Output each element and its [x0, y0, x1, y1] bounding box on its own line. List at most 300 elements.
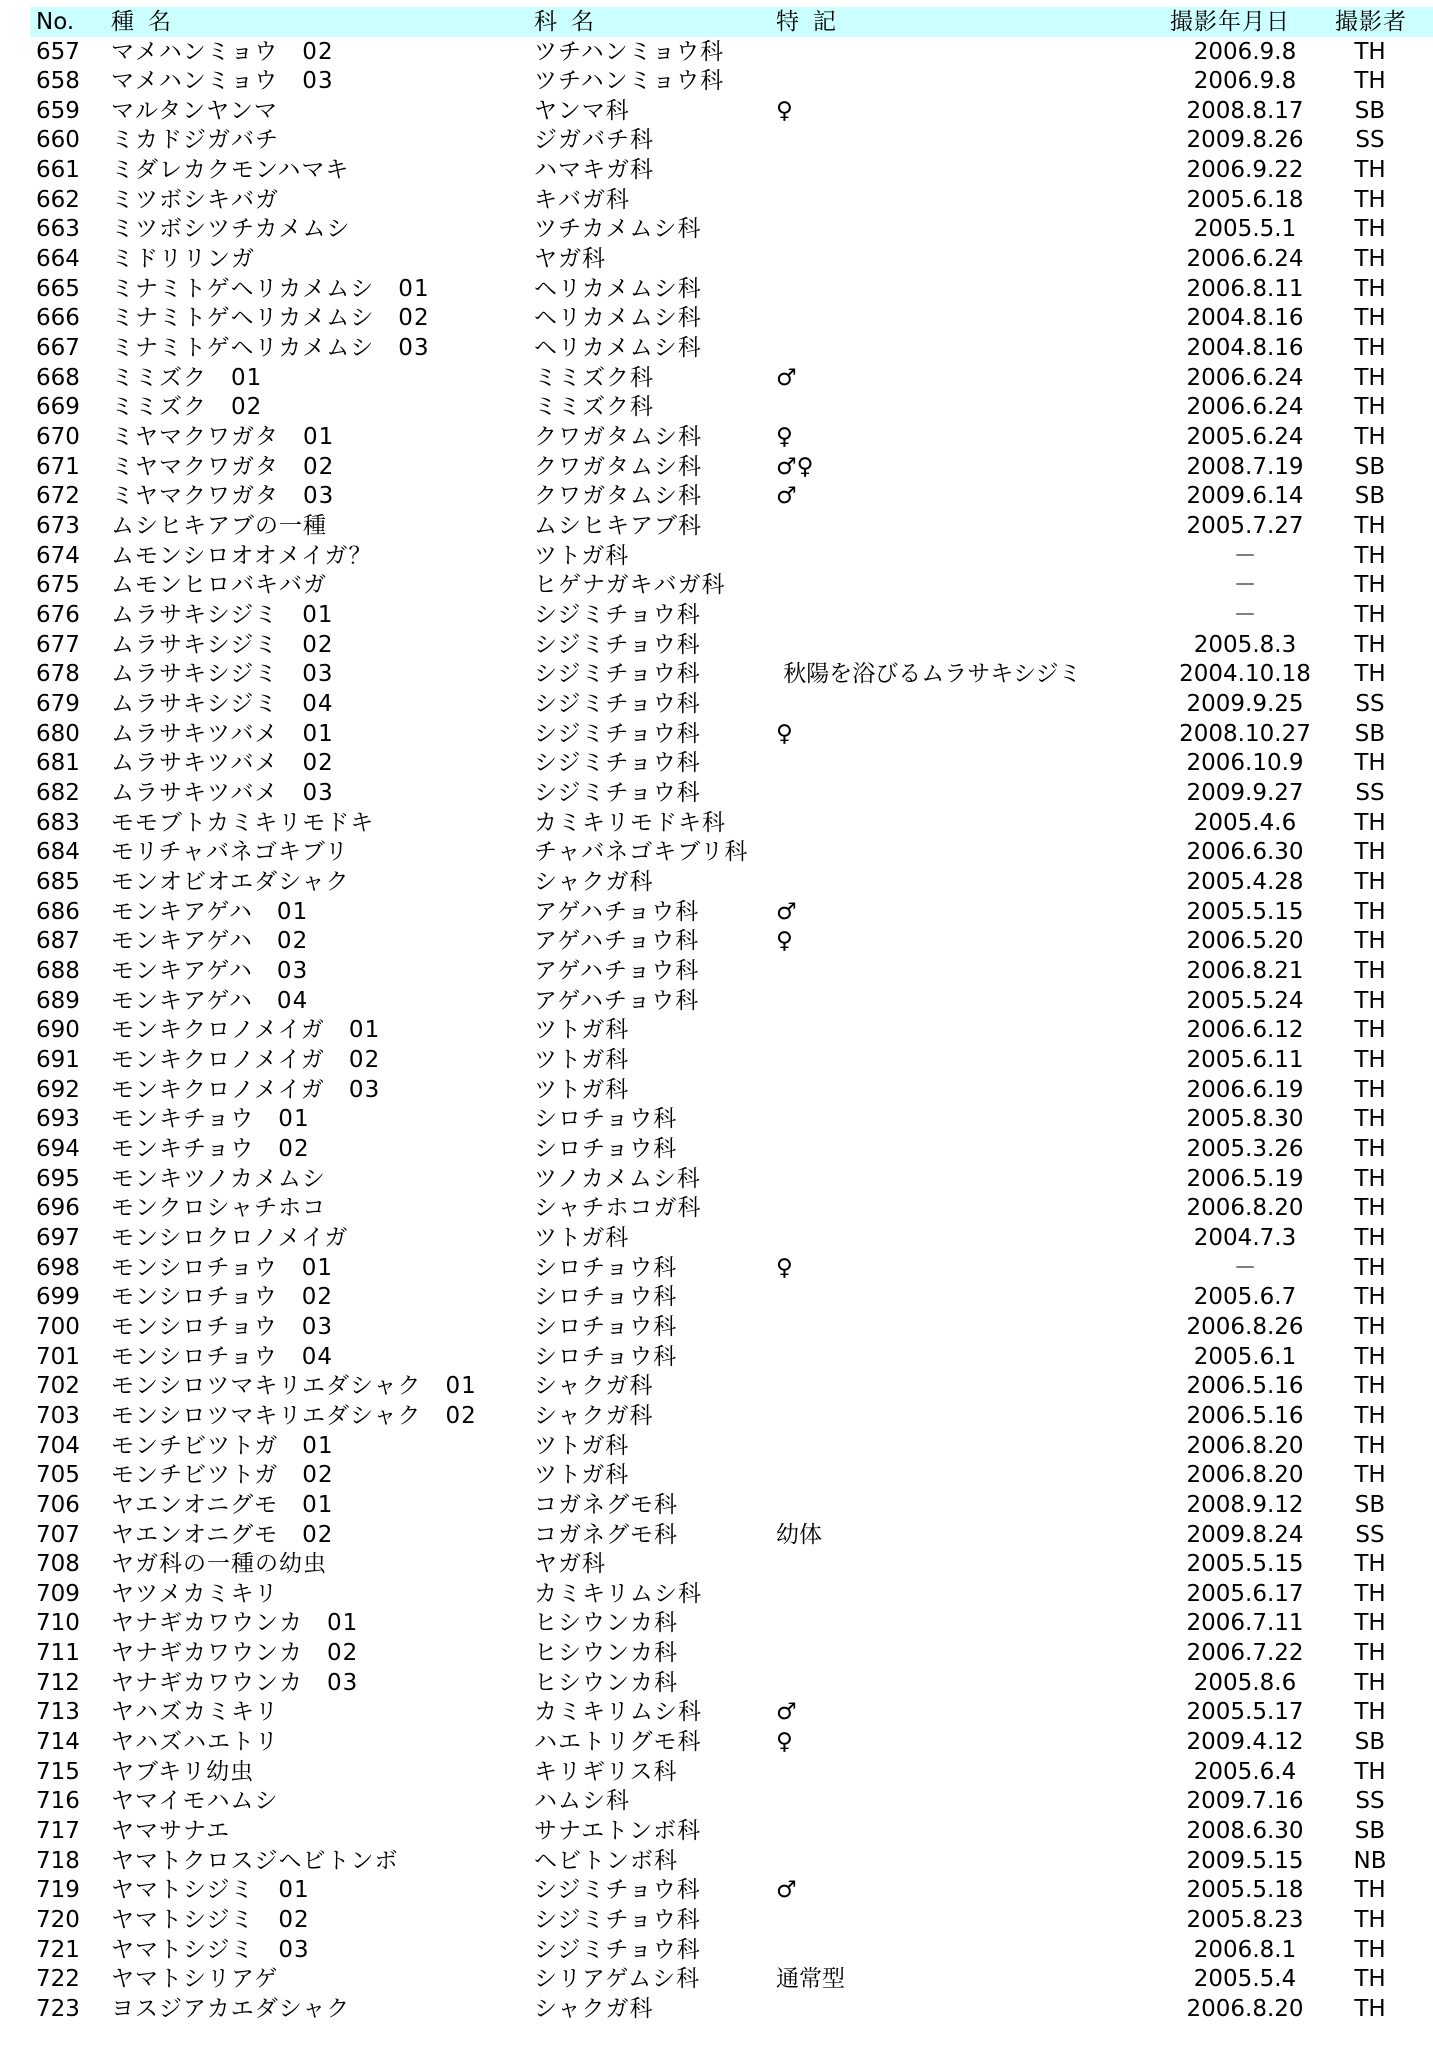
- photo-date: 2009.5.15: [1186, 1847, 1304, 1874]
- row-no: 675: [36, 572, 80, 599]
- table-row: [30, 601, 1433, 631]
- family-name: クワガタムシ科: [534, 424, 702, 451]
- table-row: [30, 542, 1433, 572]
- row-no: 717: [36, 1818, 80, 1845]
- note: ♂: [776, 483, 797, 510]
- species-name: ミヤマクワガタ 01: [111, 424, 335, 451]
- family-name: シジミチョウ科: [534, 691, 701, 718]
- family-name: ハムシ科: [534, 1788, 630, 1815]
- row-no: 698: [36, 1254, 80, 1281]
- row-no: 722: [36, 1966, 80, 1993]
- photo-date: 2005.5.17: [1186, 1699, 1304, 1726]
- row-no: 674: [36, 542, 80, 569]
- species-name: モンシロチョウ 04: [111, 1343, 334, 1370]
- photographer: TH: [1354, 275, 1386, 302]
- row-no: 669: [36, 394, 80, 421]
- photo-date: 2009.8.24: [1186, 1521, 1304, 1548]
- photo-date: －: [1233, 602, 1257, 629]
- row-no: 712: [36, 1669, 80, 1696]
- species-name: ミナミトゲヘリカメムシ 02: [111, 305, 430, 332]
- species-name: ムラサキツバメ 01: [111, 720, 334, 747]
- note: [776, 1491, 1176, 1521]
- species-name: ヤツメカミキリ: [111, 1580, 279, 1607]
- species-name: マメハンミョウ 03: [111, 68, 334, 95]
- table-row: [30, 126, 1433, 156]
- note: [776, 809, 1176, 839]
- photo-date: 2006.6.30: [1186, 839, 1304, 866]
- family-name: ヒゲナガキバガ科: [534, 572, 726, 599]
- note: [776, 1224, 1176, 1254]
- family-name: ヘリカメムシ科: [534, 335, 702, 362]
- photo-date: 2008.6.30: [1186, 1818, 1304, 1845]
- row-no: 686: [36, 898, 80, 925]
- family-name: シャクガ科: [534, 868, 654, 895]
- family-name: アゲハチョウ科: [534, 898, 700, 925]
- photo-date: －: [1233, 572, 1257, 599]
- photo-date: 2009.9.27: [1186, 780, 1304, 806]
- note: [776, 1046, 1176, 1076]
- species-name: ミツボシツチカメムシ: [111, 216, 351, 243]
- species-name: ミヤマクワガタ 03: [111, 483, 335, 510]
- photo-date: 2006.6.24: [1186, 394, 1304, 421]
- photographer: TH: [1354, 1254, 1386, 1281]
- photographer: TH: [1354, 1313, 1386, 1340]
- photographer: SB: [1354, 97, 1386, 124]
- note: [776, 1461, 1176, 1491]
- note: [776, 245, 1176, 275]
- note: [776, 542, 1176, 572]
- note: [776, 838, 1176, 868]
- species-name: ヤマトシジミ 03: [111, 1936, 310, 1963]
- note: ♂: [776, 898, 797, 925]
- table-row: [30, 1313, 1433, 1343]
- family-name: カミキリムシ科: [534, 1699, 702, 1726]
- family-name: シロチョウ科: [534, 1313, 678, 1340]
- photo-date: 2006.8.20: [1186, 1432, 1304, 1459]
- row-no: 705: [36, 1462, 80, 1489]
- row-no: 676: [36, 602, 80, 629]
- note: [776, 1550, 1176, 1580]
- table-row: [30, 720, 1433, 750]
- family-name: ヒシウンカ科: [534, 1669, 678, 1696]
- table-row: [30, 838, 1433, 868]
- family-name: シロチョウ科: [534, 1254, 678, 1281]
- species-name: モモブトカミキリモドキ: [111, 809, 375, 836]
- photographer: TH: [1354, 335, 1386, 362]
- family-name: シロチョウ科: [534, 1135, 678, 1162]
- table-row: [30, 571, 1433, 601]
- header-family-name: 科名: [534, 9, 608, 35]
- note: [776, 749, 1176, 779]
- note: [776, 1165, 1176, 1195]
- photo-date: 2006.8.20: [1186, 1195, 1304, 1222]
- table-row: [30, 1876, 1433, 1906]
- photographer: TH: [1354, 157, 1386, 184]
- header-no: No.: [36, 9, 75, 35]
- species-name: ヤナギカワウンカ 01: [111, 1610, 359, 1637]
- family-name: シャクガ科: [534, 1996, 654, 2023]
- photo-date: 2006.7.11: [1186, 1610, 1304, 1637]
- row-no: 659: [36, 97, 80, 124]
- species-name: モンキツノカメムシ: [111, 1165, 326, 1192]
- family-name: ツトガ科: [534, 1432, 630, 1459]
- row-no: 672: [36, 483, 80, 510]
- photographer: TH: [1354, 38, 1386, 65]
- photographer: TH: [1354, 1135, 1386, 1162]
- row-no: 694: [36, 1135, 80, 1162]
- species-name: モンシロチョウ 03: [111, 1313, 334, 1340]
- photo-date: 2006.5.16: [1186, 1373, 1304, 1400]
- row-no: 699: [36, 1284, 80, 1311]
- photographer: TH: [1354, 1580, 1386, 1607]
- row-no: 657: [36, 38, 80, 65]
- species-name: モンキクロノメイガ 03: [111, 1076, 381, 1103]
- photographer: TH: [1354, 216, 1386, 243]
- photo-date: 2005.6.4: [1193, 1758, 1297, 1785]
- family-name: ツトガ科: [534, 1046, 630, 1073]
- photo-date: 2006.8.26: [1186, 1313, 1304, 1340]
- note: [776, 1194, 1176, 1224]
- species-name: ムモンシロオオメイガ？: [111, 542, 373, 569]
- table-row: [30, 690, 1433, 720]
- family-name: ツトガ科: [534, 1462, 630, 1489]
- table-row: [30, 1432, 1433, 1462]
- photo-date: 2006.8.11: [1186, 275, 1304, 302]
- species-name: モンキアゲハ 04: [111, 987, 309, 1014]
- row-no: 689: [36, 987, 80, 1014]
- row-no: 685: [36, 868, 80, 895]
- note: [776, 186, 1176, 216]
- photo-date: 2006.6.12: [1186, 1017, 1304, 1044]
- table-row: [30, 512, 1433, 542]
- row-no: 711: [36, 1640, 80, 1667]
- family-name: シジミチョウ科: [534, 661, 701, 688]
- family-name: シジミチョウ科: [534, 602, 701, 629]
- species-name: ムラサキシジミ 01: [111, 602, 334, 629]
- table-row: [30, 1728, 1433, 1758]
- table-row: [30, 156, 1433, 186]
- row-no: 704: [36, 1432, 80, 1459]
- photo-date: 2005.5.15: [1186, 1551, 1304, 1578]
- photo-date: 2005.5.4: [1193, 1966, 1297, 1993]
- row-no: 688: [36, 957, 80, 984]
- family-name: サナエトンボ科: [534, 1818, 702, 1845]
- photographer: TH: [1354, 1610, 1386, 1637]
- species-name: ヤエンオニグモ 01: [111, 1491, 334, 1518]
- family-name: ムシヒキアブ科: [534, 513, 702, 540]
- photographer: TH: [1354, 1640, 1386, 1667]
- photo-date: 2009.8.26: [1186, 127, 1304, 154]
- photo-date: 2005.5.24: [1186, 987, 1304, 1014]
- photo-date: 2005.7.27: [1186, 513, 1304, 540]
- note: [776, 1580, 1176, 1610]
- note: [776, 1639, 1176, 1669]
- photographer: SB: [1354, 453, 1386, 480]
- note: [776, 1076, 1176, 1106]
- photographer: SB: [1354, 1818, 1386, 1845]
- note: [776, 38, 1176, 68]
- species-name: モンチビツトガ 01: [111, 1432, 334, 1459]
- note: [776, 1402, 1176, 1432]
- note: 通常型: [776, 1966, 845, 1993]
- note: [776, 304, 1176, 334]
- table-row: [30, 927, 1433, 957]
- table-row: [30, 631, 1433, 661]
- note: [776, 126, 1176, 156]
- photographer: SB: [1354, 1491, 1386, 1518]
- table-row: [30, 38, 1433, 68]
- table-row: [30, 1461, 1433, 1491]
- note: ♀: [776, 1254, 793, 1281]
- photo-date: 2006.6.19: [1186, 1076, 1304, 1103]
- photo-date: 2005.4.28: [1186, 868, 1304, 895]
- photo-date: 2006.8.1: [1193, 1936, 1297, 1963]
- row-no: 677: [36, 631, 80, 658]
- table-row: [30, 1965, 1433, 1995]
- species-name: ヤナギカワウンカ 02: [111, 1640, 359, 1667]
- note: [776, 1847, 1176, 1877]
- photo-date: 2005.8.6: [1193, 1669, 1297, 1696]
- table-row: [30, 304, 1433, 334]
- species-name: モンシロチョウ 02: [111, 1284, 334, 1311]
- photo-date: 2008.8.17: [1186, 97, 1304, 124]
- species-name: ヤブキリ幼虫: [111, 1758, 255, 1785]
- family-name: シジミチョウ科: [534, 631, 701, 658]
- family-name: シジミチョウ科: [534, 1877, 701, 1904]
- species-name: ミツボシキバガ: [111, 186, 279, 213]
- photo-date: 2005.6.18: [1186, 186, 1304, 213]
- table-row: [30, 1046, 1433, 1076]
- table-row: [30, 364, 1433, 394]
- photographer: SB: [1354, 720, 1386, 747]
- species-name: ヤマトシジミ 02: [111, 1907, 310, 1934]
- note: ♂: [776, 364, 797, 391]
- species-name: ヤハズハエトリ: [111, 1729, 279, 1756]
- species-name: ヤナギカワウンカ 03: [111, 1669, 359, 1696]
- photo-date: 2006.10.9: [1186, 750, 1304, 777]
- photographer: SS: [1355, 127, 1385, 154]
- row-no: 679: [36, 691, 80, 718]
- row-no: 690: [36, 1017, 80, 1044]
- note: [776, 67, 1176, 97]
- table-row: [30, 1639, 1433, 1669]
- family-name: ツトガ科: [534, 1017, 630, 1044]
- family-name: シリアゲムシ科: [534, 1966, 701, 1993]
- photographer: TH: [1354, 1373, 1386, 1400]
- photo-date: 2006.6.24: [1186, 246, 1304, 273]
- species-name: ヨスジアカエダシャク: [111, 1996, 351, 2023]
- species-name: マメハンミョウ 02: [111, 38, 334, 65]
- photographer: TH: [1354, 1046, 1386, 1073]
- note: [776, 1936, 1176, 1966]
- photographer: TH: [1354, 631, 1386, 658]
- species-name: ムラサキツバメ 03: [111, 780, 334, 806]
- table-row: [30, 779, 1433, 809]
- table-row: [30, 1194, 1433, 1224]
- species-name: モンキチョウ 01: [111, 1106, 310, 1133]
- family-name: ハマキガ科: [534, 157, 654, 184]
- species-name: ムラサキシジミ 03: [111, 661, 334, 688]
- photographer: TH: [1354, 809, 1386, 836]
- family-name: コガネグモ科: [534, 1491, 678, 1518]
- family-name: チャバネゴキブリ科: [534, 839, 749, 866]
- photographer: TH: [1354, 898, 1386, 925]
- table-row: [30, 1521, 1433, 1551]
- photographer: TH: [1354, 1017, 1386, 1044]
- table-row: [30, 393, 1433, 423]
- photo-date: 2005.5.18: [1186, 1877, 1304, 1904]
- family-name: ハエトリグモ科: [534, 1729, 702, 1756]
- row-no: 715: [36, 1758, 80, 1785]
- note: [776, 1343, 1176, 1373]
- table-row: [30, 660, 1433, 690]
- row-no: 701: [36, 1343, 80, 1370]
- photo-date: 2004.8.16: [1186, 305, 1304, 332]
- row-no: 723: [36, 1996, 80, 2023]
- family-name: ツトガ科: [534, 1076, 630, 1103]
- photo-date: 2008.10.27: [1179, 720, 1311, 747]
- row-no: 681: [36, 750, 80, 777]
- photo-date: 2006.5.16: [1186, 1402, 1304, 1429]
- family-name: ツトガ科: [534, 1224, 630, 1251]
- note: [776, 601, 1176, 631]
- row-no: 706: [36, 1491, 80, 1518]
- photographer: TH: [1354, 987, 1386, 1014]
- row-no: 719: [36, 1877, 80, 1904]
- note: [776, 215, 1176, 245]
- family-name: アゲハチョウ科: [534, 987, 700, 1014]
- table-row: [30, 809, 1433, 839]
- note: ♀: [776, 720, 793, 747]
- row-no: 661: [36, 157, 80, 184]
- family-name: ツノカメムシ科: [534, 1165, 701, 1192]
- table-row: [30, 1906, 1433, 1936]
- row-no: 691: [36, 1046, 80, 1073]
- photo-date: 2005.6.11: [1186, 1046, 1304, 1073]
- family-name: シャクガ科: [534, 1373, 654, 1400]
- note: [776, 1135, 1176, 1165]
- family-name: シジミチョウ科: [534, 750, 701, 777]
- species-name: モンクロシャチホコ: [111, 1195, 327, 1222]
- note: [776, 957, 1176, 987]
- photographer: SS: [1355, 1521, 1385, 1548]
- row-no: 693: [36, 1106, 80, 1133]
- table-row: [30, 1936, 1433, 1966]
- table-row: [30, 453, 1433, 483]
- photographer: TH: [1354, 1076, 1386, 1103]
- family-name: キバガ科: [534, 186, 630, 213]
- note: ♀: [776, 928, 793, 955]
- family-name: ヤガ科: [534, 1551, 606, 1578]
- table-row: [30, 1787, 1433, 1817]
- family-name: カミキリムシ科: [534, 1580, 702, 1607]
- note: [776, 275, 1176, 305]
- row-no: 718: [36, 1847, 80, 1874]
- species-name: モンキクロノメイガ 01: [111, 1017, 381, 1044]
- family-name: シジミチョウ科: [534, 720, 701, 747]
- species-name: ミミズク 02: [111, 394, 263, 421]
- table-row: [30, 186, 1433, 216]
- table-row: [30, 1105, 1433, 1135]
- note: ♀: [776, 424, 793, 451]
- photo-date: －: [1233, 542, 1257, 569]
- note: [776, 1787, 1176, 1817]
- note: 幼体: [776, 1521, 822, 1548]
- row-no: 662: [36, 186, 80, 213]
- note: [776, 1283, 1176, 1313]
- table-row: [30, 67, 1433, 97]
- species-name: ヤマトシリアゲ: [111, 1966, 279, 1993]
- photo-date: 2005.5.15: [1186, 898, 1304, 925]
- table-row: [30, 1758, 1433, 1788]
- note: ♀: [776, 97, 793, 124]
- photo-date: 2006.8.20: [1186, 1996, 1304, 2023]
- species-name: ヤマサナエ: [111, 1818, 231, 1845]
- species-name: ヤハズカミキリ: [111, 1699, 279, 1726]
- row-no: 673: [36, 513, 80, 540]
- family-name: ヒシウンカ科: [534, 1610, 678, 1637]
- species-name: モンキクロノメイガ 02: [111, 1046, 381, 1073]
- photo-date: 2005.3.26: [1186, 1135, 1304, 1162]
- note: [776, 1105, 1176, 1135]
- note: [776, 868, 1176, 898]
- photographer: TH: [1354, 661, 1386, 688]
- family-name: ツトガ科: [534, 542, 630, 569]
- row-no: 683: [36, 809, 80, 836]
- note: [776, 1995, 1176, 2025]
- family-name: シロチョウ科: [534, 1106, 678, 1133]
- note: ♂♀: [776, 453, 814, 480]
- row-no: 702: [36, 1373, 80, 1400]
- note: [776, 571, 1176, 601]
- photo-date: 2005.8.30: [1186, 1106, 1304, 1133]
- table-row: [30, 957, 1433, 987]
- photo-date: 2006.9.8: [1193, 38, 1297, 65]
- photo-date: 2005.6.7: [1193, 1284, 1297, 1311]
- photo-date: 2009.4.12: [1186, 1729, 1304, 1756]
- table-row: [30, 97, 1433, 127]
- photographer: SB: [1354, 1729, 1386, 1756]
- table-row: [30, 868, 1433, 898]
- row-no: 682: [36, 780, 80, 806]
- photographer: TH: [1354, 542, 1386, 569]
- photographer: TH: [1354, 1907, 1386, 1934]
- photo-date: 2005.6.17: [1186, 1580, 1304, 1607]
- row-no: 713: [36, 1699, 80, 1726]
- species-name: ヤガ科の一種の幼虫: [111, 1551, 327, 1578]
- table-row: [30, 898, 1433, 928]
- row-no: 660: [36, 127, 80, 154]
- table-header: [30, 7, 1433, 37]
- photographer: TH: [1354, 1402, 1386, 1429]
- photographer: TH: [1354, 750, 1386, 777]
- species-name: ヤエンオニグモ 02: [111, 1521, 334, 1548]
- species-name: ムモンヒロバキバガ: [111, 572, 327, 599]
- row-no: 714: [36, 1729, 80, 1756]
- note: ♀: [776, 1729, 793, 1756]
- photo-date: 2004.7.3: [1193, 1224, 1297, 1251]
- header-photographer: 撮影者: [1335, 9, 1407, 35]
- photographer: TH: [1354, 1966, 1386, 1993]
- photo-date: 2006.5.20: [1186, 928, 1304, 955]
- photographer: SS: [1355, 780, 1385, 806]
- table-row: [30, 1580, 1433, 1610]
- photo-date: 2006.7.22: [1186, 1640, 1304, 1667]
- note: 秋陽を浴びるムラサキシジミ: [776, 661, 1082, 688]
- species-name: モンキアゲハ 03: [111, 957, 309, 984]
- family-name: ヒシウンカ科: [534, 1640, 678, 1667]
- row-no: 720: [36, 1907, 80, 1934]
